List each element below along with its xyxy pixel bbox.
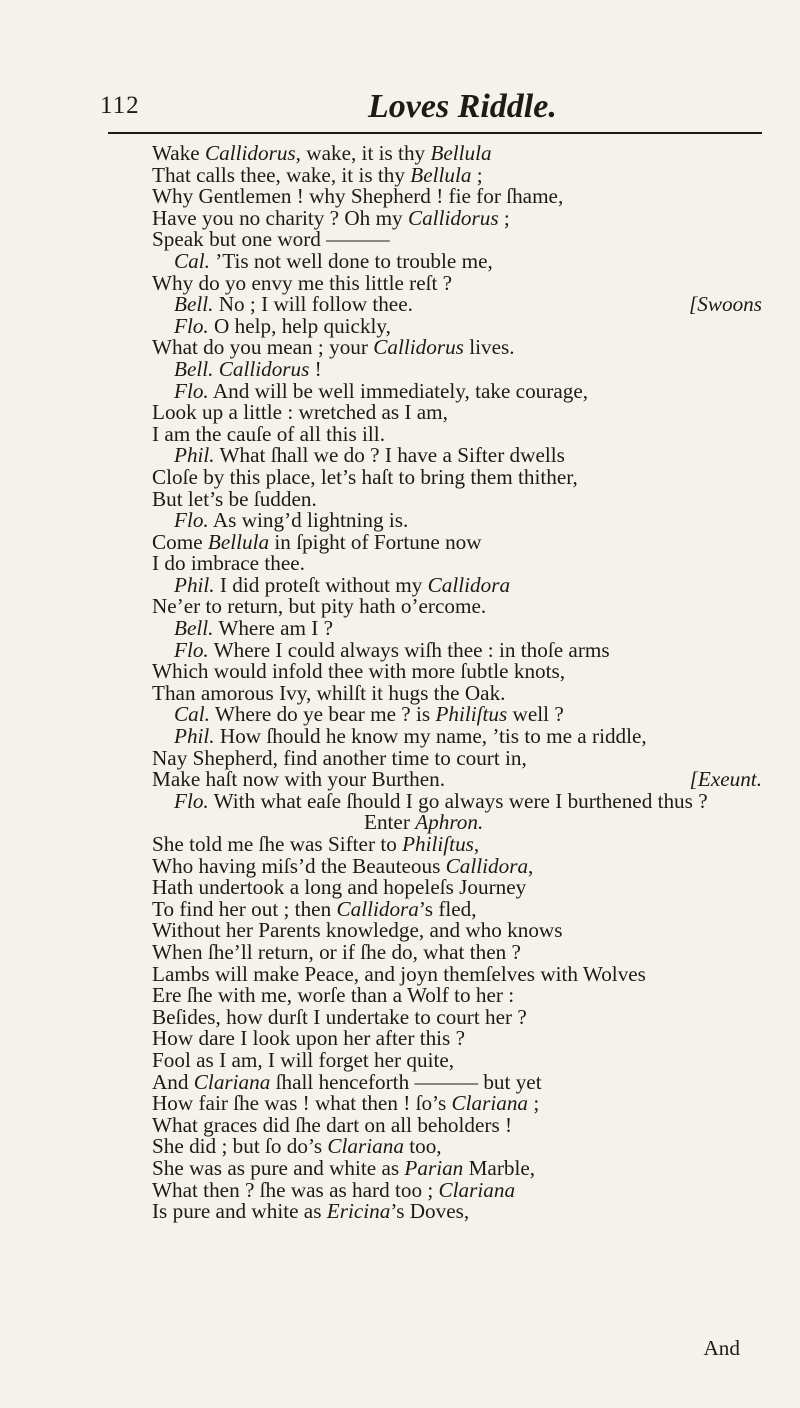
italic-run: Callidorus: [205, 141, 296, 165]
text-run: in ſpight of Fortune now: [269, 529, 482, 554]
text-run: She told me ſhe was Sifter to: [152, 832, 403, 856]
text-line: [152, 229, 762, 251]
text-line: [152, 1177, 762, 1202]
play-text: [152, 143, 762, 1223]
text-run: And will be well immediately, take courage,: [208, 378, 589, 403]
text-line: [152, 248, 762, 273]
text-line: [152, 661, 762, 683]
text-run: Is pure and white as: [152, 1199, 327, 1224]
text-line: [152, 877, 762, 899]
text-run: I am the cauſe of all this ill.: [152, 421, 385, 446]
header-rule: [108, 132, 762, 134]
italic-run: Bellula: [430, 141, 492, 165]
italic-run: Bellula: [410, 162, 472, 187]
text-run: Have you no charity ? Oh my: [152, 205, 408, 230]
text-line: [152, 896, 762, 921]
text-run: What do you mean ; your: [152, 335, 374, 360]
italic-run: Phil.: [174, 724, 215, 749]
text-line: [152, 704, 762, 726]
text-line: [152, 939, 762, 964]
text-line: [152, 1201, 762, 1223]
italic-run: Clariana: [451, 1091, 529, 1116]
text-run: Wake: [152, 141, 205, 165]
text-run: Ere ſhe with me, worſe than a Wolf to her :: [152, 983, 515, 1008]
text-line: [152, 143, 762, 165]
italic-run: Callidora: [427, 572, 511, 597]
text-line: [152, 769, 762, 791]
text-line: [152, 1155, 762, 1180]
text-run: No ; I will follow thee.: [213, 292, 413, 317]
text-run: Where I could always wiſh thee : in thoſe arms: [208, 637, 610, 662]
text-run: ;: [498, 205, 510, 230]
italic-run: Ericina: [326, 1199, 391, 1224]
text-run: And: [152, 1069, 194, 1094]
text-run: Marble,: [463, 1155, 536, 1180]
text-line: [152, 445, 762, 467]
italic-run: Callidora: [336, 896, 419, 921]
text-line: [152, 402, 762, 424]
text-run: She was as pure and white as: [152, 1155, 405, 1180]
italic-run: Clariana: [438, 1177, 516, 1202]
text-run: Where am I ?: [213, 616, 334, 641]
text-run: That calls thee, wake, it is thy: [152, 162, 411, 187]
catchword: And: [703, 1336, 740, 1360]
text-line: [152, 337, 762, 359]
text-line: [152, 510, 762, 532]
text-run: Enter: [364, 810, 416, 835]
text-run: ſhall henceforth ——— but yet: [270, 1069, 542, 1094]
text-run: Nay Shepherd, find another time to court in,: [152, 745, 527, 770]
italic-run: Cal.: [174, 702, 210, 727]
text-run: Make haſt now with your Burthen.: [152, 767, 446, 792]
text-line: [152, 637, 762, 662]
text-line: [152, 313, 762, 338]
text-line: [152, 745, 762, 770]
text-run: ,: [473, 832, 480, 856]
italic-run: Bellula: [207, 529, 270, 554]
text-line: [152, 1047, 762, 1072]
text-run: What then ? ſhe was as hard too ;: [152, 1177, 439, 1202]
text-run: Without her Parents knowledge, and who knows: [152, 918, 563, 943]
text-line: [152, 920, 762, 942]
italic-run: Phil.: [174, 443, 215, 468]
text-run: , wake, it is thy: [295, 141, 431, 165]
text-run: too,: [403, 1134, 442, 1159]
text-line: [152, 1136, 762, 1158]
text-line: [152, 726, 762, 748]
italic-run: Clariana: [327, 1134, 404, 1159]
text-line: [152, 529, 762, 554]
page-number: 112: [100, 92, 140, 119]
italic-run: Flo.: [174, 508, 209, 533]
text-run: She did ; but ſo do’s: [152, 1134, 328, 1159]
text-run: lives.: [463, 335, 515, 360]
text-line: [152, 680, 762, 705]
text-run: What ſhall we do ? I have a Sifter dwells: [214, 443, 565, 468]
text-run: ’Tis not well done to trouble me,: [209, 248, 493, 273]
text-run: When ſhe’ll return, or if ſhe do, what then ?: [152, 939, 521, 964]
text-run: Fool as I am, I will forget her quite,: [152, 1047, 455, 1072]
italic-run: Cal.: [174, 248, 210, 273]
text-run: Come: [152, 529, 208, 554]
text-run: ’s fled,: [418, 896, 477, 921]
text-run: What graces did ſhe dart on all beholders !: [152, 1112, 513, 1137]
text-line: [152, 270, 762, 295]
text-line: [152, 1112, 762, 1137]
text-run: Ne’er to return, but pity hath o’ercome.: [152, 594, 487, 619]
text-run: I do imbrace thee.: [152, 551, 305, 576]
stage-direction: [Swoons: [689, 292, 762, 317]
text-line: [152, 853, 762, 878]
text-run: Who having miſs’d the Beauteous: [152, 853, 446, 878]
italic-run: Flo.: [174, 313, 209, 338]
text-run: I did proteſt without my: [214, 572, 428, 597]
text-run: Look up a little : wretched as I am,: [152, 400, 448, 425]
text-run: How dare I look upon her after this ?: [152, 1026, 466, 1051]
text-run: Cloſe by this place, let’s haſt to bring them thither,: [152, 464, 578, 489]
text-line: [152, 596, 762, 618]
text-run: Beſides, how durſt I undertake to court her ?: [152, 1004, 527, 1029]
italic-run: Phil.: [174, 572, 215, 597]
text-run: !: [309, 356, 322, 381]
italic-run: Philiſtus: [402, 832, 474, 856]
text-line: [152, 985, 762, 1007]
text-run: Lambs will make Peace, and joyn themſelves with Wolves: [152, 961, 646, 986]
italic-run: Philiſtus: [435, 702, 508, 727]
text-line: [152, 961, 762, 986]
text-run: well ?: [507, 702, 564, 727]
text-run: ;: [528, 1091, 540, 1116]
page-header: [100, 88, 762, 132]
text-run: Speak but one word ———: [152, 227, 390, 252]
text-line: [152, 788, 762, 813]
text-run: Why Gentlemen ! why Shepherd ! fie for ſhame,: [152, 184, 564, 209]
text-run: As wing’d lightning is.: [208, 508, 409, 533]
text-run: Why do yo envy me this little reſt ?: [152, 270, 453, 295]
text-run: ;: [471, 162, 483, 187]
italic-run: Parian: [404, 1155, 464, 1180]
italic-run: Bell.: [174, 292, 214, 317]
text-line: [152, 812, 762, 834]
italic-run: Callidorus: [373, 335, 464, 360]
text-line: [152, 486, 762, 511]
italic-run: Callidora: [445, 853, 529, 878]
text-line: [152, 1004, 762, 1029]
text-line: [152, 205, 762, 230]
text-run: ’s Doves,: [390, 1199, 470, 1224]
italic-run: Flo.: [174, 378, 209, 403]
text-run: To find her out ; then: [152, 896, 337, 921]
text-line: [152, 1069, 762, 1094]
text-line: [152, 618, 762, 640]
stage-direction: [Exeunt.: [689, 767, 762, 792]
text-line: [152, 1028, 762, 1050]
text-line: [152, 186, 762, 208]
italic-run: Bell.: [174, 616, 214, 641]
italic-run: Clariana: [193, 1069, 271, 1094]
text-run: With what eaſe ſhould I go always were I burthened thus ?: [208, 788, 708, 813]
text-line: [152, 572, 762, 597]
text-run: ,: [528, 853, 534, 878]
text-run: O help, help quickly,: [208, 313, 391, 338]
text-line: [152, 464, 762, 489]
italic-run: Flo.: [174, 788, 209, 813]
text-line: [152, 356, 762, 381]
text-run: Which would infold thee with more ſubtle knots,: [152, 659, 566, 684]
text-line: [152, 162, 762, 187]
italic-run: Bell. Callidorus: [174, 356, 310, 381]
text-line: [152, 378, 762, 403]
text-run: But let’s be ſudden.: [152, 486, 317, 511]
text-line: [152, 294, 762, 316]
text-line: [152, 1093, 762, 1115]
text-line: [152, 834, 762, 856]
italic-run: Flo.: [174, 637, 209, 662]
text-run: How ſhould he know my name, ’tis to me a riddle,: [214, 724, 647, 749]
text-run: Than amorous Ivy, whilſt it hugs the Oak.: [152, 680, 506, 705]
running-title: Loves Riddle.: [368, 88, 557, 125]
text-run: Where do ye bear me ? is: [209, 702, 436, 727]
text-line: [152, 421, 762, 446]
text-run: How fair ſhe was ! what then ! ſo’s: [152, 1091, 452, 1116]
text-run: Hath undertook a long and hopeleſs Journey: [152, 875, 527, 900]
text-line: [152, 553, 762, 575]
italic-run: Aphron.: [415, 810, 484, 835]
italic-run: Callidorus: [407, 205, 499, 230]
